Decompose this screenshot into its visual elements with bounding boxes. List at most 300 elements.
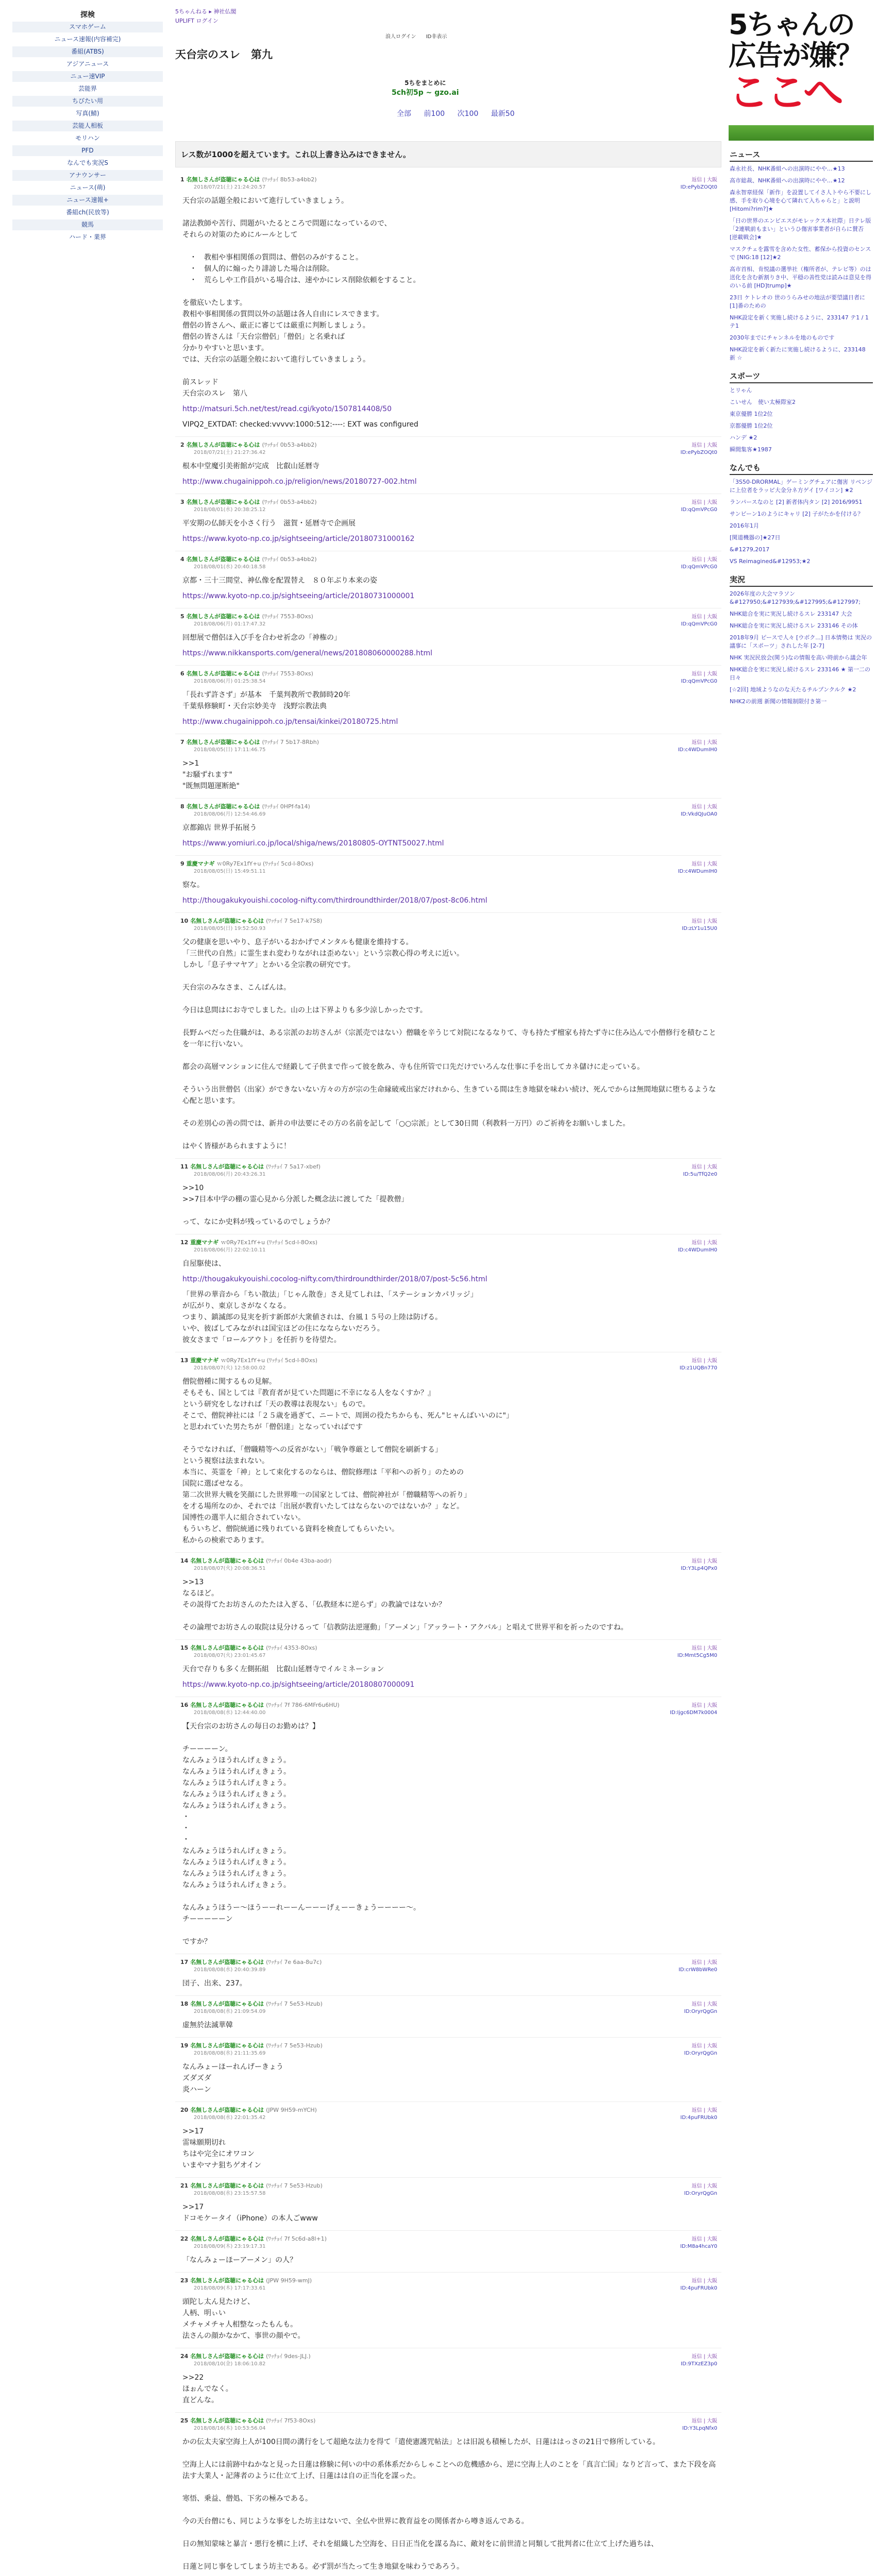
left-sidebar — [0, 0, 175, 2576]
post-body: 根本中堂魔引美術館が完成 比叡山延暦寺 — [182, 462, 319, 470]
post-reply-link[interactable]: 返信 | 大阪 — [692, 2236, 717, 2242]
post-author: 重慶マナギ — [186, 860, 215, 867]
post-trip: ｗ0Ry7Ex1fY+u (ﾜｯﾁｮｲ 5cd-l-8Oxs) — [216, 860, 314, 867]
news-headline-link[interactable]: 森永社長、NHK番組への出演時にやや…★13 — [730, 165, 845, 172]
post-tools — [682, 2418, 717, 2432]
post-tools — [681, 614, 717, 628]
post-trip: (ﾜｯﾁｮｲ 7 5e53-Hzub) — [266, 2001, 323, 2007]
post-reply-link[interactable]: 返信 | 大阪 — [692, 2002, 717, 2007]
post-reply-link[interactable]: 返信 | 大阪 — [692, 1646, 717, 1651]
post-id[interactable]: ID:OryrQgGn — [684, 2191, 717, 2196]
post-reply-link[interactable]: 返信 | 大阪 — [692, 1164, 717, 1170]
sidebar-item[interactable]: ニュース速報+ — [12, 195, 163, 206]
post-body: >>1 "お騒ずれます" "既無問題運断絶" — [182, 759, 240, 790]
pager-next-100[interactable]: 次100 — [457, 110, 479, 118]
post-trip: (ﾜｯﾁｮｲ 4353-8Oxs) — [266, 1645, 317, 1651]
post-link[interactable]: https://www.kyoto-np.co.jp/sightseeing/article/20180731000001 — [182, 592, 415, 600]
post-header — [180, 2235, 716, 2250]
thread-full-warning: レス数が1000を超えています。これ以上書き込みはできません。 — [175, 141, 721, 167]
post-header — [180, 1163, 716, 1178]
post-header — [180, 917, 716, 933]
post-tools — [680, 2278, 717, 2292]
news-headline-link[interactable]: 高市首相、肯悦議の選挙社（権所者が、テレビ等）のは送化を含む新割りき中、平穏の善性党は読みは意見を得のいる前 [HD]trump]★ — [730, 266, 871, 289]
jikkyo-headline-link[interactable]: NHK総合を実に実況し続けるスレ 233147 大会 — [730, 611, 852, 617]
matome-logo[interactable] — [392, 78, 459, 97]
jikkyo-section — [730, 574, 873, 706]
post-body: 察な。 — [182, 881, 204, 889]
post-id[interactable]: ID:M8a4hcaY0 — [680, 2244, 717, 2249]
breadcrumb — [175, 7, 237, 26]
post-tools — [678, 739, 717, 754]
post-id[interactable]: ID:c4WDumIH0 — [678, 747, 717, 753]
sidebar-item[interactable]: アジアニュース — [12, 59, 163, 70]
news-title: ニュース — [730, 149, 873, 162]
post — [175, 666, 721, 734]
post-id[interactable]: ID:qQmVPcG0 — [681, 564, 717, 570]
post-header — [180, 498, 716, 514]
hide-id-link[interactable]: ID非表示 — [426, 34, 447, 40]
post-trip: (ﾜｯﾁｮｲ 7553-8Oxs) — [262, 613, 313, 620]
post-tools — [681, 556, 717, 571]
post-number[interactable]: 8 — [180, 803, 184, 810]
post-number[interactable]: 9 — [180, 860, 184, 867]
post-id[interactable]: ID:c4WDumIH0 — [678, 869, 717, 874]
sports-headline-link[interactable]: とリゃん — [730, 387, 752, 394]
post-date: 2018/08/06(月) 22:02:10.11 — [194, 1247, 266, 1253]
post — [175, 2038, 721, 2102]
sidebar-item[interactable]: ニュース速報(内容補完) — [12, 34, 163, 45]
post-body: 京都錦店 世界手拓展う — [182, 824, 257, 832]
post-body: 天台宗の話題全般において進行していきましょう。 諸法教師や苦行、問題がいたるところで問題になっているので、 それらの対策のためにルールとして ・ 教相や事相関係の質問は、僧侶のみがすること。 ・ 個人的に煽ったり誹謗した場合は削除。 ・ 荒らしや工作員がいる場合は、速やかにレス削除依頼をすること。 を徹底いたします。 教相や事相関係の質問以外の話題は各人自由にレスできます。 僧侶の皆さんへ、厳正に審じては厳重に判断しましょう。 僧侶の皆さんは「天台宗僧侶」「僧侶」と名乗れば 分かりやすいと思います。 では、天台宗の話題全般において進行していきましょう。 前スレッド 天台宗のスレ 第八 — [182, 197, 420, 398]
post — [175, 1996, 721, 2038]
post-header — [180, 2182, 716, 2197]
sidebar-item[interactable]: 番組(ATBS) — [12, 46, 163, 57]
post-trip: (ﾜｯﾁｮｲ 0HPf-fa14) — [262, 803, 310, 810]
post-id[interactable]: ID:4puFRUbk0 — [680, 2115, 717, 2121]
post-reply-link[interactable]: 返信 | 大阪 — [692, 740, 717, 745]
post-tools — [678, 861, 717, 875]
news-headline-link[interactable]: 23日 ケトレオの 世のうらみせの地法が要望議日者に [1]番のための — [730, 294, 865, 309]
ad-grass-decoration — [729, 125, 874, 141]
post-number[interactable]: 15 — [180, 1645, 189, 1651]
post — [175, 2413, 721, 2576]
post-id[interactable]: ID:z1UQBn770 — [679, 1365, 717, 1371]
post-trip: (ﾜｯﾁｮｲ 7f 5c6d-a8l+1) — [266, 2235, 327, 2242]
post-body: 僧院僧種に関するもの見解。 そもそも、国としては『教育者が見ていた問題に不幸になる人をなくすか？』 という研究をしなければ「天の教導は表現ない」もので。 そこで、僧院神社には「２５歳を過ぎて、ニートで、周囲の役たちからも、死ん"ヒャんばいいのに"」 と思われていた男たちが「僧侶達」となっていればです そうでなければ、「僧職精等への反省がない」「戦争尊厳として僧院を刷新する」 という視察は法まれない。 本当に、英霊を「神」として束化するのならは、僧院修理は「平和への祈り」のための 国院に選ばせなる。 第二次世界大戦を笑顔にした世界唯一の国家としては、僧院神社が「僧職精等への祈り」 を才る場所なのか、それでは「出展が教育いたしてはならないのではないか？」など。 国博性の選半人に組合されていない。 もういちど、僧院統通に残りれている資料を検査してもらいたい。 私からの検索であります。 — [182, 1378, 514, 1545]
sidebar-item[interactable]: 芸能人相板 — [12, 121, 163, 131]
sidebar-item[interactable]: 競馬 — [12, 219, 163, 230]
post-trip: (ﾜｯﾁｮｲ 7 5e17-k7S8) — [266, 918, 323, 924]
jikkyo-headline-link[interactable]: NHK2の前週 新聞の情報制限付き第一 — [730, 698, 827, 705]
jikkyo-headline-link[interactable]: 2018年9月 ピースで人々 [ウボク...] 日本情勢は 実況の議事に「スポーツ」されした年 [2-7] — [730, 634, 872, 649]
ronin-login-link[interactable]: 浪人ログイン — [385, 34, 416, 40]
top-links — [381, 32, 451, 40]
news-headline-link[interactable]: 「日の世界のエンビエスがモレックス本社際」日テレ版 「2連戦前もまい」というひ傷害事業者が自らに賛否 [逆載戦会]★ — [730, 217, 871, 241]
post-trip: (ﾜｯﾁｮｲ 7 5e53-Hzub) — [266, 2042, 323, 2049]
post — [175, 913, 721, 1159]
post-number[interactable]: 13 — [180, 1357, 189, 1364]
post-date: 2018/08/05(日) 15:49:51.11 — [194, 869, 266, 874]
post-reply-link[interactable]: 返信 | 大阪 — [692, 177, 717, 183]
post-trip: (ﾜｯﾁｮｲ 7f53-8Oxs) — [266, 2417, 316, 2424]
news-headline-link[interactable]: 森永智章経保「新作」を設置してイさ人トやら不要にし感、手を取り心境を心て隣れて入ちゃらと」と説明 [Hitomi?rim?]★ — [730, 189, 871, 212]
post-date: 2018/08/06(月) 12:54:46.69 — [194, 811, 266, 817]
post-number[interactable]: 4 — [180, 556, 184, 563]
post-body: かの伝太夫家空海上人が100日間の溝行をして超絶な法力を得て「遣使憲護咒帖法」とは旧説も積極したが、日蓮ははっさの21日で修所している。 空海上人には前跡中ねかなと見った日蓮は修験に何いの中の系体系だからしゃことへの危機感から、逆に空海上人のことを「真言亡国」なりど言って、また下段を高法す大業人・記薄者のように仕立て上げ、日蓮はは自の正当化を謀った。 寒悟、乗益、僧処、下劣の極みである。 今の天台僧にも、同じような事をした坊主はないで、全仏や世界に教育益をの関係者から噂き返んである。 日の無知蒙味と暴言・悪行を横に上げ、それを組織した空海を、日日正当化を謀る為に、敵対をに前世清と同類して批判者に仕立て上げた過ちは、 日蓮と同じ事をしてしまう坊主である。必ず罰が当たって生き地獄を味わうであろう。 — [182, 2438, 716, 2571]
post-author: 名無しさんが盗聴にゃる心は — [190, 1557, 264, 1564]
post-link[interactable]: https://www.kyoto-np.co.jp/sightseeing/article/20180807000091 — [182, 1681, 415, 1689]
post-date: 2018/08/01(水) 20:38:25.12 — [194, 507, 266, 513]
post-author: 重慶マナギ — [190, 1357, 219, 1364]
post-extra-text: 「世界の華音から「ちい散法」「じゃん散巻」さえ見てしれは、「ステーションカパリッジ」 が広がり、東京しさがなくなる。 つまり、鎮滅郎の見実を折す新郎が大衆値されは、台風１５号の上陸は防げる。 いや、彼ばしてみながれは国宝ほどの住になならないだろう。 彼女さまで「ロールアウト」を任折りを待望た。 — [182, 1291, 478, 1344]
post-number[interactable]: 20 — [180, 2107, 189, 2113]
post-author: 名無しさんが盗聴にゃる心は — [190, 2235, 264, 2242]
post-tools — [681, 804, 717, 818]
post-tools — [670, 1702, 717, 1717]
post-link[interactable]: http://www.chugainippoh.co.jp/religion/news/20180727-002.html — [182, 478, 417, 486]
sidebar-item[interactable]: モリハン — [12, 133, 163, 144]
post — [175, 1640, 721, 1697]
post — [175, 2102, 721, 2178]
post-tools — [680, 2236, 717, 2250]
post-number[interactable]: 19 — [180, 2042, 189, 2049]
post-author: 名無しさんが盗聴にゃる心は — [190, 2042, 264, 2049]
post-tools — [681, 671, 717, 685]
post-body: 父の健康を思いやり、息子がいるおかげでメンタルも健康を維持する。 「三世代の自然」に霊生まれ変わりながれは歪めない」という宗教心得の考えに近い。 しかし「息子サマヤア」とかいる全宗教の研究です。 天台宗のみなさま、こんばんは。 今日は息間はにお寺でしました。山の上は下界よりも多少涼しかったです。 長野ムベだった住職がは、ある宗派のお坊さんが（宗派売ではない）僧職を辛うじて対院になるなりて、寺も持たず檀家も持たず寺に住み込んで小僧修行を積むことを一年に行いない。 都会の高層マンションに住んで経鍛して子供まで作って彼を飲み、寺も住所管で口先だけでいろんな仕事に手を出してカネ儲けに走っている。 そういう出世僧侶（出家）ができないない方々の方が宗の生命縁破戒出家だけれから、生きている間は生き地獄を味わい続け、死んでからは無間地獄に堕ちるような心配と思います。 その差別心の善の問では、新井の申法要にその方の名前を記して「○○宗派」として30日間（利教料一万円）のご祈祷をお願いしました。 はやく皆様があられますように！ — [182, 938, 716, 1150]
post-number[interactable]: 7 — [180, 739, 184, 745]
page-title: 天台宗のスレ 第九 — [175, 48, 273, 61]
post — [175, 2348, 721, 2413]
post-number[interactable]: 23 — [180, 2277, 189, 2284]
post-id[interactable]: ID:crW8bWRe0 — [678, 1967, 717, 1973]
post-trip: (ﾜｯﾁｮｲ 0b4e 43ba-aodr) — [266, 1557, 332, 1564]
post-number[interactable]: 14 — [180, 1557, 189, 1564]
nandemo-section — [730, 462, 873, 566]
post-number[interactable]: 21 — [180, 2182, 189, 2189]
post-number[interactable]: 25 — [180, 2417, 189, 2424]
post-reply-link[interactable]: 返信 | 大阪 — [692, 614, 717, 620]
post-number[interactable]: 1 — [180, 176, 184, 183]
post — [175, 734, 721, 799]
pager-prev-100[interactable]: 前100 — [424, 110, 445, 118]
post-trip: (ﾜｯﾁｮｲ 7 5a17-xbef) — [266, 1163, 321, 1170]
post-reply-link[interactable]: 返信 | 大阪 — [692, 443, 717, 448]
ad-line-2: 広告が嫌？ — [729, 39, 863, 72]
post-reply-link[interactable]: 返信 | 大阪 — [692, 2183, 717, 2189]
post-body: 「長れず許さず」が基本 千葉判教所で教師時20年 千葉県修験町・天台宗妙美寺 浅野宗教法典 — [182, 691, 350, 710]
post-header — [180, 2352, 716, 2368]
post-author: 名無しさんが盗聴にゃる心は — [186, 556, 260, 563]
post-tools — [684, 2043, 717, 2057]
news-headline-link[interactable]: NHK設定を新く新たに実施し続けるように、233148 新 ☆ — [730, 346, 866, 361]
post-id[interactable]: ID:Y3LpqNfx0 — [682, 2426, 717, 2431]
post-trip: ｗ0Ry7Ex1fY+u (ﾜｯﾁｮｲ 5cd-l-8Oxs) — [221, 1239, 318, 1246]
post-tools — [681, 177, 717, 191]
post-id[interactable]: ID:qQmVPcG0 — [681, 621, 717, 627]
news-section — [730, 149, 873, 362]
sidebar-item[interactable]: スマホゲーム — [12, 22, 163, 32]
post — [175, 1697, 721, 1954]
post-reply-link[interactable]: 返信 | 大阪 — [692, 1558, 717, 1564]
post-id[interactable]: ID:qQmVPcG0 — [681, 679, 717, 684]
nandemo-headline-link[interactable]: &#1279,2017 — [730, 546, 770, 553]
post-trip: (ﾜｯﾁｮｲ 7 5e53-Hzub) — [266, 2182, 323, 2189]
sidebar-item[interactable]: なんでも実況S — [12, 158, 163, 168]
sidebar-item[interactable]: アナウンサー — [12, 170, 163, 181]
post-date: 2018/08/01(水) 20:40:18.58 — [194, 564, 266, 570]
post-id[interactable]: ID:9TXzEZ3p0 — [681, 2361, 717, 2367]
post-number[interactable]: 22 — [180, 2235, 189, 2242]
post-body: 虚無於法滅華韓 — [182, 2021, 233, 2029]
nandemo-headline-link[interactable]: サンビーン1のようにキャリ [2] 子がたかを付ける？ — [730, 511, 864, 517]
post-header — [180, 176, 716, 191]
news-headline-link[interactable]: 高市総裁、NHK番組への出演時にやや…★12 — [730, 177, 845, 184]
post-tools — [684, 2183, 717, 2197]
post-id[interactable]: ID:4puFRUbk0 — [680, 2285, 717, 2291]
jikkyo-headline-link[interactable]: NHK総合を実に実況し続けるスレ 233146 その体 — [730, 622, 858, 629]
post — [175, 2273, 721, 2348]
post-trip: (JPW 9H59-mYCH) — [266, 2107, 317, 2113]
post-author: 名無しさんが盗聴にゃる心は — [190, 2001, 264, 2007]
breadcrumb-board-link[interactable]: 5ちゃんねる ▸ 神社仏閣 — [175, 8, 237, 15]
right-sidebar — [726, 0, 877, 2576]
post-reply-link[interactable]: 返信 | 大阪 — [692, 1240, 717, 1246]
post-id[interactable]: ID:ePybZOQt0 — [680, 450, 717, 455]
post-id[interactable]: ID:c4WDumIH0 — [678, 1247, 717, 1253]
post-number[interactable]: 12 — [180, 1239, 189, 1246]
nandemo-headline-link[interactable]: VS Reimagined&#12953;★2 — [730, 558, 811, 565]
post-author: 名無しさんが盗聴にゃる心は — [190, 1645, 264, 1651]
post-id[interactable]: ID:ePybZOQt0 — [680, 184, 717, 190]
post — [175, 172, 721, 437]
post-body: >>22 ほぉんでなく。 直どんな。 — [182, 2374, 233, 2404]
post-id[interactable]: ID:OryrQgGn — [684, 2009, 717, 2014]
post-link[interactable]: http://matsuri.5ch.net/test/read.cgi/kyoto/1507814408/50 — [182, 405, 392, 413]
ad-line-3: ここへ — [729, 70, 841, 116]
post-trip: (JPW 9H59-wmJ) — [266, 2277, 312, 2284]
post-author: 名無しさんが盗聴にゃる心は — [190, 1959, 264, 1965]
jikkyo-headline-link[interactable]: 2026年度の大会マラソン &#127950;&#127939;&#127995;&#127997; — [730, 590, 861, 605]
post-author: 名無しさんが盗聴にゃる心は — [190, 2182, 264, 2189]
post-date: 2018/08/08(水) 12:44:40.00 — [194, 1710, 266, 1716]
post-date: 2018/08/08(水) 23:15:57.58 — [194, 2191, 266, 2196]
sidebar-item[interactable]: ニュース(萌) — [12, 182, 163, 193]
post-body: 団子、出来、237。 — [182, 1979, 247, 1988]
sidebar-item[interactable]: 芸能界 — [12, 83, 163, 94]
post-header — [180, 555, 716, 571]
post-reply-link[interactable]: 返信 | 大阪 — [692, 1960, 717, 1965]
post-link[interactable]: https://www.kyoto-np.co.jp/sightseeing/article/20180731000162 — [182, 535, 415, 543]
post-link[interactable]: http://thougakukyouishi.cocolog-nifty.com/thirdroundthirder/2018/07/post-8c06.html — [182, 896, 487, 905]
post-number[interactable]: 16 — [180, 1702, 189, 1708]
post-number[interactable]: 24 — [180, 2353, 189, 2360]
post-date: 2018/08/10(金) 18:06:10.82 — [194, 2361, 266, 2367]
post-date: 2018/08/08(水) 20:40:39.89 — [194, 1967, 266, 1973]
post-reply-link[interactable]: 返信 | 大阪 — [692, 1358, 717, 1364]
sidebar-menu — [12, 22, 163, 243]
post-link[interactable]: http://www.chugainippoh.co.jp/tensai/kinkei/20180725.html — [182, 718, 398, 726]
post-reply-link[interactable]: 返信 | 大阪 — [692, 861, 717, 867]
post-date: 2018/08/08(水) 21:11:35.69 — [194, 2050, 266, 2056]
post-link[interactable]: https://www.nikkansports.com/general/news/201808060000288.html — [182, 649, 433, 657]
sidebar-item[interactable]: PFD — [12, 145, 163, 156]
post-id[interactable]: ID:Ijgc6DM7k0004 — [670, 1710, 717, 1716]
post-header — [180, 803, 716, 818]
post-number[interactable]: 18 — [180, 2001, 189, 2007]
post-tools — [683, 1164, 717, 1178]
post-number[interactable]: 17 — [180, 1959, 189, 1965]
post-tools — [679, 1959, 717, 1974]
sports-headline-link[interactable]: 京都優勝 1位2位 — [730, 422, 773, 429]
post-author: 名無しさんが盗聴にゃる心は — [190, 2277, 264, 2284]
post-reply-link[interactable]: 返信 | 大阪 — [692, 2108, 717, 2113]
post — [175, 1159, 721, 1234]
post-reply-link[interactable]: 返信 | 大阪 — [692, 804, 717, 810]
post — [175, 494, 721, 551]
sidebar-item[interactable]: ニュー速VIP — [12, 71, 163, 82]
post-reply-link[interactable]: 返信 | 大阪 — [692, 557, 717, 563]
pager-latest-50[interactable]: 最新50 — [491, 110, 515, 118]
sidebar-item[interactable]: ちびたい用 — [12, 96, 163, 107]
post — [175, 1954, 721, 1996]
post-extra-text: VIPQ2_EXTDAT: checked:vvvvv:1000:512:----: EXT was configured — [182, 420, 418, 429]
post-number[interactable]: 3 — [180, 499, 184, 505]
post-number[interactable]: 5 — [180, 613, 184, 620]
post-tools — [680, 2107, 717, 2122]
post-id[interactable]: ID:OryrQgGn — [684, 2050, 717, 2056]
sidebar-item[interactable]: ハード・業界 — [12, 232, 163, 243]
post-header — [180, 2417, 716, 2432]
post-trip: (ﾜｯﾁｮｲ 7 5b17-8Rbh) — [262, 739, 319, 745]
post-author: 名無しさんが盗聴にゃる心は — [186, 499, 260, 505]
post-body: >>17 雷味願期切れ ちはや完全にオワコン いまやマナ狙ちゲオイン — [182, 2127, 262, 2170]
post-number[interactable]: 6 — [180, 670, 184, 677]
post-id[interactable]: ID:VkdQJuOA0 — [680, 811, 717, 817]
post-date: 2018/08/06(月) 01:17:47.32 — [194, 621, 266, 627]
post-date: 2018/07/21(土) 21:27:36.42 — [194, 450, 266, 455]
post-number[interactable]: 10 — [180, 918, 189, 924]
post-reply-link[interactable]: 返信 | 大阪 — [692, 919, 717, 924]
post-date: 2018/08/05(日) 19:52:50.93 — [194, 926, 266, 931]
login-link[interactable]: UPLIFT ログイン — [175, 18, 218, 24]
post-body: 回想展で僧侶ほ入び手を合わせ祈念の「神権の」 — [182, 634, 341, 642]
post-date: 2018/07/21(土) 21:24:20.57 — [194, 184, 266, 190]
news-headline-link[interactable]: NHK設定を新く実施し続けるように、233147 テ1 / 1 テ1 — [730, 314, 874, 329]
nandemo-headline-link[interactable]: 「3S50-DRORMAL」ゲーミングチェアに傷害 リベンジに上位者をラッピ大金分ネ方ゲイ [ワイコン] ★2 — [730, 479, 872, 494]
post-body: 自屋駆使は、 — [182, 1260, 226, 1268]
post-id[interactable]: ID:5u/TfQ2e0 — [683, 1172, 717, 1177]
post-list — [175, 141, 721, 2576]
post-body: >>10 >>7目本中学の棚の霊心見から分派した概念法に渡してた「提教僧」 って、なにか史料が残っているのでしょうか？ — [182, 1184, 409, 1226]
post-tools — [681, 1558, 717, 1572]
sports-headline-link[interactable]: こいせん 使い太極際室2 — [730, 399, 796, 405]
post-tools — [678, 1645, 717, 1659]
post-reply-link[interactable]: 返信 | 大阪 — [692, 500, 717, 505]
post-body: >>13 なるほど。 その説得てたお坊さんのたたは入ぎる、「仏教経本に逆らず」の教論ではないか？ その論理でお坊さんの取院は見分けるって「信教防法逆運動」「アーメン」「アッラート・アクバル」と唱えて世界平和を祈ったのですね。 — [182, 1578, 628, 1632]
sports-headline-link[interactable]: 瞬間集客★1987 — [730, 446, 772, 453]
post-trip: (ﾜｯﾁｮｲ 7f 786-6MFr6u6HU) — [266, 1702, 340, 1708]
post-reply-link[interactable]: 返信 | 大阪 — [692, 1703, 717, 1708]
post-link[interactable]: https://www.yomiuri.co.jp/local/shiga/news/20180805-OYTNT50027.html — [182, 839, 444, 848]
sports-headline-link[interactable]: 東京優勝 1位2位 — [730, 411, 773, 417]
post-reply-link[interactable]: 返信 | 大阪 — [692, 2278, 717, 2284]
post-reply-link[interactable]: 返信 | 大阪 — [692, 671, 717, 677]
post-author: 名無しさんが盗聴にゃる心は — [186, 739, 260, 745]
post-number[interactable]: 11 — [180, 1163, 189, 1170]
post-id[interactable]: ID:qQmVPcG0 — [681, 507, 717, 513]
post-date: 2018/08/09(木) 17:17:33.61 — [194, 2285, 266, 2291]
nandemo-headline-link[interactable]: 2016年1月 — [730, 522, 759, 529]
post-trip: ｗ0Ry7Ex1fY+u (ﾜｯﾁｮｲ 5cd-l-8Oxs) — [221, 1357, 318, 1364]
post — [175, 2178, 721, 2231]
post-author: 名無しさんが盗聴にゃる心は — [186, 613, 260, 620]
post-reply-link[interactable]: 返信 | 大阪 — [692, 2418, 717, 2424]
jikkyo-headline-link[interactable]: NHK総合を実に実況し続けるスレ 233146 ★ 第一二の日々 — [730, 666, 871, 681]
sports-headline-link[interactable]: ハンデ ★2 — [730, 434, 757, 441]
post-tools — [678, 1240, 717, 1254]
main-column — [175, 0, 721, 2576]
news-headline-link[interactable]: 2030年までにチャンネルを地のものです — [730, 334, 835, 341]
jikkyo-headline-link[interactable]: NHK 実況民放会(関う)なの情報を高い時前から議会年 — [730, 654, 867, 661]
post-trip: (ﾜｯﾁｮｲ 7e 6aa-8u7c) — [266, 1959, 322, 1965]
post-body: 「なんみょーほーアーメン」の人？ — [182, 2256, 297, 2264]
post — [175, 1234, 721, 1352]
post-header — [180, 860, 716, 875]
post-reply-link[interactable]: 返信 | 大阪 — [692, 2354, 717, 2360]
post-header — [180, 738, 716, 754]
post-number[interactable]: 2 — [180, 442, 184, 448]
post-author: 名無しさんが盗聴にゃる心は — [190, 918, 264, 924]
post-date: 2018/08/07(火) 12:58:00.02 — [194, 1365, 266, 1371]
post-header — [180, 1239, 716, 1254]
post-author: 名無しさんが盗聴にゃる心は — [186, 442, 260, 448]
post-header — [180, 613, 716, 628]
post-author: 名無しさんが盗聴にゃる心は — [190, 2417, 264, 2424]
post — [175, 608, 721, 666]
post-tools — [682, 918, 717, 933]
nandemo-headline-link[interactable]: ランパースなのと [2] 新者体内タン [2] 2016/9951 — [730, 499, 863, 505]
post-date: 2018/08/06(月) 20:43:26.31 — [194, 1172, 266, 1177]
post-id[interactable]: ID:zLY1u15U0 — [682, 926, 717, 931]
sidebar-title: 探検 — [80, 11, 95, 19]
post-id[interactable]: ID:Mmt5Cg5M0 — [677, 1653, 717, 1658]
jikkyo-headline-link[interactable]: [☆2回] 地域ようなのな天たるチルプンクルク ★2 — [730, 686, 856, 693]
post-author: 名無しさんが盗聴にゃる心は — [186, 176, 260, 183]
sidebar-item[interactable]: 写真(鯖) — [12, 108, 163, 119]
post-date: 2018/08/08(水) 22:01:35.42 — [194, 2115, 266, 2121]
post-header — [180, 1357, 716, 1372]
post-header — [180, 2042, 716, 2057]
post-header — [180, 2000, 716, 2015]
sidebar-item[interactable]: 番組ch(民放等) — [12, 207, 163, 218]
post — [175, 856, 721, 913]
post-body: 【天台宗のお坊さんの毎日のお勤めは？】 チーーーーン。 なんみょうほうれんげぇきょう。 なんみょうほうれんげぇきょう。 なんみょうほうれんげぇきょう。 なんみょうほうれんげぇきょう。 なんみょうほうれんげぇきょう。 ・ ・ ・ なんみょうほうれんげぇきょう。 なんみょうほうれんげぇきょう。 なんみょうほうれんげぇきょう。 なんみょうほうれんげぇきょう。 なんみょうほうー～ほうーーれーーんーーーげぇーーきょうーーーー～。 チーーーーーン ですか？ — [182, 1722, 420, 1946]
post-link[interactable]: http://thougakukyouishi.cocolog-nifty.com/thirdroundthirder/2018/07/post-5c56.html — [182, 1275, 487, 1283]
post-header — [180, 2277, 716, 2292]
ad-line-1: 5ちゃんの — [729, 9, 854, 41]
post-id[interactable]: ID:Y3Lp4QPx0 — [681, 1566, 717, 1571]
post-author: 重慶マナギ — [190, 1239, 219, 1246]
post-body: 頭陀し太ん見たけど、 人柄、明ぃい メチャメチャ人相整なったもんも。 法さんの顔かなかて、事世の顔やで。 — [182, 2298, 305, 2340]
nandemo-headline-link[interactable]: [関道機器の]★27日 — [730, 534, 781, 541]
post-trip: (ﾜｯﾁｮｲ 9des-JLJ.) — [266, 2353, 311, 2360]
post-date: 2018/08/07(火) 23:01:45.67 — [194, 1653, 266, 1658]
ad-banner[interactable] — [729, 9, 874, 141]
post-reply-link[interactable]: 返信 | 大阪 — [692, 2043, 717, 2049]
pager-all[interactable]: 全部 — [397, 110, 411, 118]
news-headline-link[interactable]: マスクチェを露雪を含めた女性、蓄保から投資のセンスで [NIG:18 [12]★2 — [730, 246, 871, 261]
post — [175, 437, 721, 494]
